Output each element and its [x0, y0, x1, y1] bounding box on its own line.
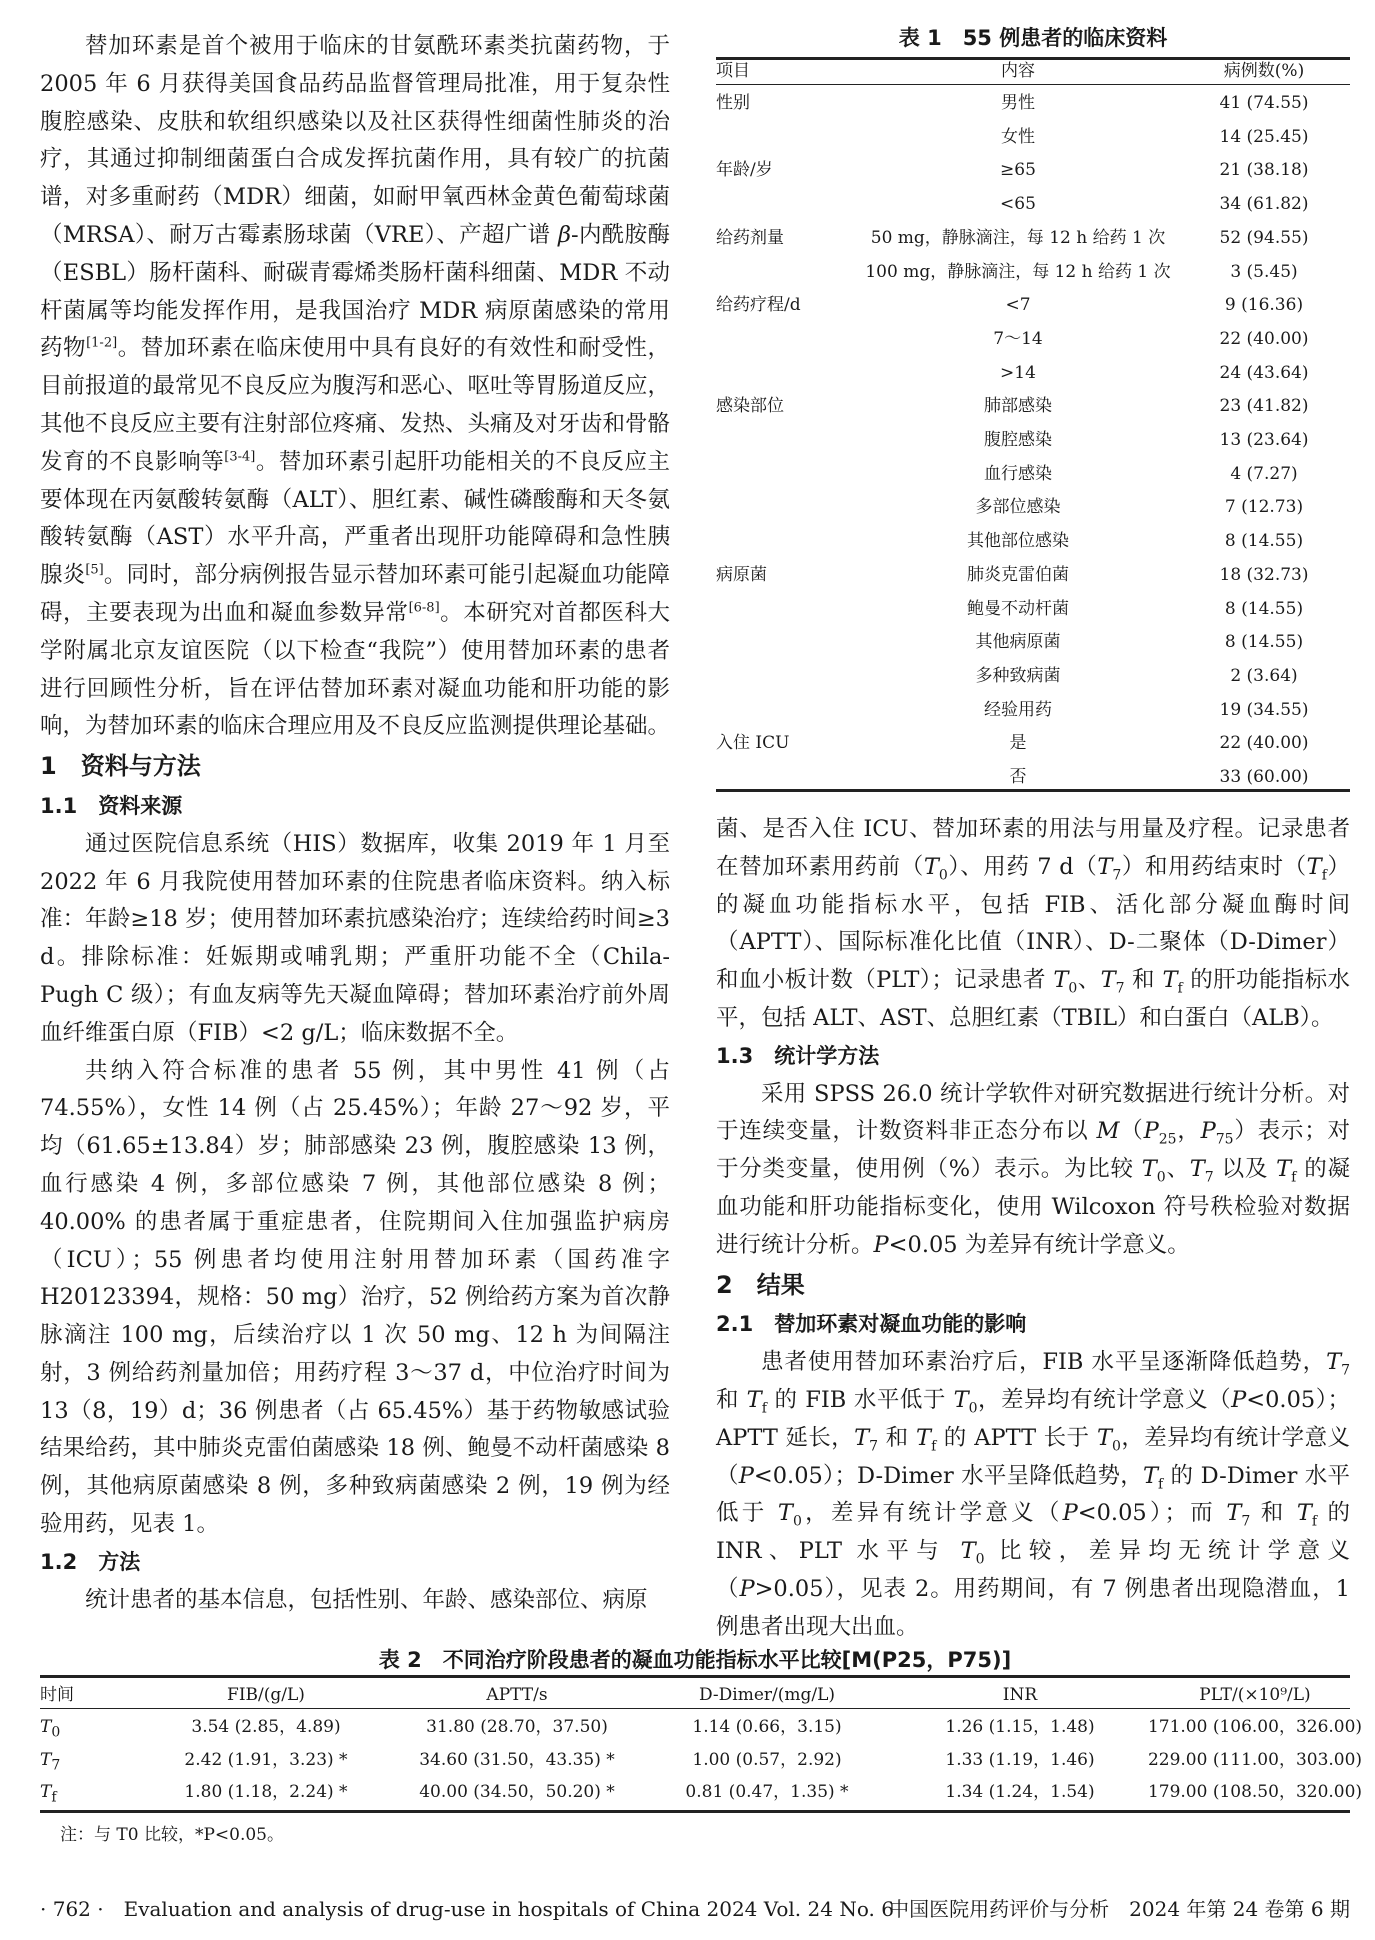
italic-symbol: T [1306, 853, 1322, 880]
subsection-heading: 2.1 替加环素对凝血功能的影响 [716, 1312, 1027, 1337]
paragraph: 采用 SPSS 26.0 统计学软件对研究数据进行统计分析。对于连续变量，计数资料非正态分布以 $M(P_{25}$，$P_{75}$）表示；对于分类变量，使用例（%）表示。为比较 $T_0$、$T_7$ 以及 $T_f$ 的凝血功能和肝功能指标变化，使用 Wilcoxon 符号秩检验对数据进行统计分析。P<0.05 为差异有统计学意义。 [716, 1080, 1350, 1258]
table1-cell: 其他部位感染 [967, 531, 1069, 552]
italic-symbol: T [854, 1424, 870, 1451]
subscript: f [1321, 867, 1327, 884]
subscript: 25 [1158, 1131, 1177, 1148]
table1-cell: 4 (7.27) [1230, 463, 1298, 484]
table1-cell: 病原菌 [716, 564, 767, 585]
italic-symbol: P [1143, 1118, 1159, 1145]
right-column [716, 811, 1350, 1647]
table2-cell: 34.60 (31.50，43.35) * [419, 1749, 615, 1770]
table1-cell: 腹腔感染 [984, 430, 1052, 450]
section-heading: 2 结果 [716, 1270, 805, 1299]
table2-cell: 179.00 (108.50，320.00) [1147, 1782, 1363, 1802]
table1-cell: 给药剂量 [716, 227, 784, 248]
italic-symbol: T [40, 1749, 52, 1770]
subscript: f [931, 1438, 937, 1455]
subscript: 7 [1115, 980, 1125, 997]
table2-cell: 3.54 (2.85，4.89) [191, 1717, 341, 1737]
table1-cell: 41 (74.55) [1219, 93, 1309, 113]
table1-cell: 是 [1009, 733, 1027, 754]
citation: [5] [85, 562, 104, 578]
paragraph: 统计患者的基本信息，包括性别、年龄、感染部位、病原 [85, 1586, 648, 1613]
table1-cell: 肺部感染 [984, 396, 1052, 417]
table1-cell: 24 (43.64) [1219, 362, 1309, 383]
table1-cell: ≥65 [1000, 160, 1036, 181]
table1-cell: 9 (16.36) [1224, 295, 1304, 316]
table2-header: 时间 [40, 1685, 74, 1705]
table-rule [40, 1810, 1350, 1813]
italic-symbol: M [1096, 1118, 1120, 1145]
table1-cell: 50 mg，静脉滴注，每 12 h 给药 1 次 [870, 227, 1166, 248]
table2-cell: 1.26 (1.15，1.48) [945, 1717, 1095, 1737]
subscript: f [1177, 980, 1183, 997]
table1-header: 病例数(%) [1223, 61, 1305, 81]
subscript: 7 [1341, 1362, 1350, 1379]
italic-symbol: T [953, 1386, 969, 1413]
table2-cell: 1.80 (1.18，2.24) * [184, 1782, 348, 1802]
table1-cell: 18 (32.73) [1219, 564, 1309, 585]
table2-note: 注：与 T0 比较，*P<0.05。 [60, 1825, 284, 1845]
table2-cell: 0.81 (0.47，1.35) * [685, 1782, 849, 1802]
subscript: 7 [51, 1756, 61, 1773]
table1-cell: 鲍曼不动杆菌 [967, 598, 1069, 619]
subscript: 0 [51, 1724, 61, 1741]
citation: [3-4] [224, 449, 256, 465]
table2-title: 表 2 不同治疗阶段患者的凝血功能指标水平比较[M(P25，P75)] [378, 1648, 1012, 1672]
table1-cell: <65 [1000, 194, 1036, 215]
table1-cell: 给药疗程/d [716, 295, 801, 316]
table1-cell: 年龄/岁 [716, 160, 773, 181]
paragraph: 菌、是否入住 ICU、替加环素的用法与用量及疗程。记录患者在替加环素用药前$(T_0)$、用药 7 $d(T_7)$和用药结束时$(T_f)$的凝血功能指标水平，包括 FIB、活化部分凝血酶时间（APTT）、国际标准化比值（INR）、D-二聚体（D-Dimer）和血小板计数（PLT）；记录患者 $T_0$、$T_7$ 和 $T_f$ 的肝功能指标水平，包括 ALT、AST、总胆红素（TBIL）和白蛋白（ALB）。 [716, 816, 1350, 1031]
table1-cell: 7～14 [993, 328, 1043, 349]
italic-symbol: T [1276, 1156, 1292, 1183]
table2-header: PLT/(×10⁹/L) [1199, 1685, 1311, 1705]
italic-symbol: T [1226, 1500, 1242, 1527]
table2-time [40, 1716, 61, 1741]
paragraph: 替加环素是首个被用于临床的甘氨酰环素类抗菌药物，于 2005 年 6 月获得美国食品药品监督管理局批准，用于复杂性腹腔感染、皮肤和软组织感染以及社区获得性细菌性肺炎的治疗，其通过抑制细菌蛋白合成发挥抗菌作用，具有较广的抗菌谱，对多重耐药（MDR）细菌，如耐甲氧西林金黄色葡萄球菌（MRSA）、耐万古霉素肠球菌（VRE）、产超广谱 β-内酰胺酶（ESBL）肠杆菌科、耐碳青霉烯类肠杆菌科细菌、MDR 不动杆菌属等均能发挥作用，是我国治疗 MDR 病原菌感染的常用药物[1-2]。替加环素在临床使用中具有良好的有效性和耐受性，目前报道的最常见不良反应为腹泻和恶心、呕吐等胃肠道反应，其他不良反应主要有注射部位疼痛、发热、头痛及对牙齿和骨骼发育的不良影响等[3-4]。替加环素引起肝功能相关的不良反应主要体现在丙氨酸转氨酶（ALT）、胆红素、碱性磷酸酶和天冬氨酸转氨酶（AST）水平升高，严重者出现肝功能障碍和急性胰腺炎[5]。同时，部分病例报告显示替加环素可能引起凝血功能障碍，主要表现为出血和凝血参数异常[6-8]。本研究对首都医科大学附属北京友谊医院（以下检查“我院”）使用替加环素的患者进行回顾性分析，旨在评估替加环素对凝血功能和肝功能的影响，为替加环素的临床合理应用及不良反应监测提供理论基础。 [40, 33, 671, 740]
table2-cell: 171.00 (106.00，326.00) [1147, 1717, 1363, 1737]
subsection-heading: 1.2 方法 [40, 1549, 141, 1574]
subscript: f [761, 1400, 767, 1417]
table1-cell: 2 (3.64) [1230, 665, 1298, 686]
table1-cell: 21 (38.18) [1219, 160, 1309, 181]
table1-header: 项目 [716, 61, 750, 81]
table2-cell: 31.80 (28.70，37.50) [426, 1717, 608, 1737]
table1-cell: 14 (25.45) [1219, 126, 1309, 147]
table1-cell: 19 (34.55) [1219, 699, 1309, 720]
left-column [40, 28, 670, 1619]
subscript: 0 [968, 1400, 978, 1417]
subscript: 0 [792, 1513, 802, 1530]
italic-symbol: T [1326, 1349, 1342, 1376]
italic-symbol: P [739, 1575, 755, 1602]
subscript: f [1291, 1169, 1297, 1186]
italic-symbol: T [40, 1717, 52, 1737]
table-rule [716, 84, 1350, 85]
table2-cell: 1.00 (0.57，2.92) [692, 1749, 842, 1770]
table2-cell: 1.34 (1.24，1.54) [945, 1782, 1095, 1802]
table1-cell: 8 (14.55) [1224, 531, 1304, 552]
table1-cell: 多种致病菌 [975, 665, 1061, 686]
table1-cell: 血行感染 [984, 463, 1052, 484]
italic-symbol: T [1100, 967, 1116, 994]
table1-cell: 8 (14.55) [1224, 598, 1304, 619]
italic-symbol: P [1200, 1118, 1216, 1145]
subscript: 0 [1068, 980, 1078, 997]
table1-title: 表 1 55 例患者的临床资料 [898, 26, 1168, 50]
italic-symbol: T [1296, 1500, 1312, 1527]
subscript: 7 [1204, 1169, 1214, 1186]
subscript: 7 [869, 1438, 879, 1455]
table2-cell: 2.42 (1.91，3.23) * [184, 1749, 348, 1770]
italic-symbol: T [40, 1782, 52, 1802]
table2-cell: 229.00 (111.00，303.00) [1147, 1749, 1363, 1770]
italic-symbol: T [1189, 1156, 1205, 1183]
footer-right: 中国医院用药评价与分析 2024 年第 24 卷第 6 期 [889, 1897, 1350, 1921]
subscript: f [1311, 1513, 1318, 1530]
subscript: 75 [1215, 1131, 1234, 1148]
subscript: 7 [1241, 1513, 1251, 1530]
table-rule [40, 1708, 1350, 1709]
table1-cell: 否 [1009, 767, 1027, 787]
subscript: 0 [938, 867, 948, 884]
table2-cell: 1.14 (0.66，3.15) [692, 1717, 842, 1737]
section-heading: 1 资料与方法 [40, 752, 201, 781]
table2-cell: 1.33 (1.19，1.46) [945, 1749, 1095, 1770]
italic-symbol: P [738, 1462, 754, 1489]
table1-cell: 入住 ICU [716, 733, 790, 754]
table2-cell: 40.00 (34.50，50.20) * [419, 1782, 615, 1802]
italic-symbol: P [1231, 1386, 1247, 1413]
citation: [6-8] [408, 600, 440, 616]
table2-header: D-Dimer/(mg/L) [698, 1685, 836, 1705]
table1-cell: 性别 [716, 93, 750, 113]
table1-cell: 33 (60.00) [1219, 767, 1309, 787]
table-rule [716, 789, 1350, 792]
italic-symbol: T [1141, 1156, 1157, 1183]
citation: [1-2] [86, 335, 118, 351]
table1-cell: 22 (40.00) [1219, 733, 1309, 754]
subscript: 0 [1156, 1169, 1166, 1186]
subsection-heading: 1.3 统计学方法 [716, 1043, 880, 1068]
table2-header: FIB/(g/L) [227, 1685, 305, 1705]
italic-symbol: T [1053, 967, 1069, 994]
table2-time [40, 1781, 57, 1806]
table1-cell: <7 [1005, 295, 1031, 316]
table1-cell: 男性 [1001, 93, 1035, 113]
italic-symbol: T [1097, 1424, 1113, 1451]
table1-cell: >14 [1000, 362, 1036, 383]
table1-cell: 13 (23.64) [1219, 430, 1309, 450]
italic-symbol: T [746, 1386, 762, 1413]
paragraph: 共纳入符合标准的患者 55 例，其中男性 41 例（占 74.55%），女性 14 例（占 25.45%）；年龄 27～92 岁，平均（61.65±13.84）岁；肺部感染 23 例，腹腔感染 13 例，血行感染 4 例，多部位感染 7 例，其他部位感染 8 例；40.00% 的患者属于重症患者，住院期间入住加强监护病房（ICU）；55 例患者均使用注射用替加环素（国药准字 H20123394，规格：50 mg）治疗，52 例给药方案为首次静脉滴注 100 mg，后续治疗以 1 次 50 mg、12 h 为间隔注射，3 例给药剂量加倍；用药疗程 3～37 d，中位治疗时间为 13（8，19）d；36 例患者（占 65.45%）基于药物敏感试验结果给药，其中肺炎克雷伯菌感染 18 例、鲍曼不动杆菌感染 8 例，其他病原菌感染 8 例，多种致病菌感染 2 例，19 例为经验用药，见表 1。 [40, 1057, 670, 1538]
table1-cell: 52 (94.55) [1219, 227, 1309, 248]
table1-cell: 23 (41.82) [1219, 396, 1309, 417]
italic-symbol: T [1097, 853, 1113, 880]
table1-cell: 肺炎克雷伯菌 [967, 564, 1069, 585]
footer-left: · 762 · Evaluation and analysis of drug-use in hospitals of China 2024 Vol. 24 No. 6 [40, 1897, 894, 1921]
table1-header: 内容 [1001, 61, 1035, 81]
italic-symbol: T [923, 853, 939, 880]
italic-symbol: T [960, 1538, 976, 1565]
subscript: 0 [1112, 1438, 1121, 1455]
italic-symbol: T [916, 1424, 932, 1451]
subscript: f [51, 1789, 57, 1806]
italic-symbol: P [873, 1231, 889, 1258]
subscript: 7 [1112, 867, 1122, 884]
subscript: f [1157, 1476, 1164, 1493]
table1-cell: 34 (61.82) [1219, 194, 1309, 215]
subscript: 0 [975, 1551, 985, 1568]
table1-cell: 22 (40.00) [1219, 328, 1309, 349]
subsection-heading: 1.1 资料来源 [40, 793, 183, 818]
italic-symbol: P [1062, 1500, 1078, 1527]
italic-symbol: β [558, 221, 572, 248]
table1-cell: 感染部位 [716, 396, 784, 417]
table2-header: APTT/s [486, 1685, 548, 1705]
table1-cell: 7 (12.73) [1224, 497, 1304, 518]
table1-cell: 8 (14.55) [1224, 632, 1304, 653]
table1-cell: 3 (5.45) [1230, 261, 1298, 282]
paragraph: 患者使用替加环素治疗后，FIB 水平呈逐渐降低趋势，$T_7$ 和 $T_f$ 的 FIB 水平低于 $T_0$，差异均有统计学意义（P<0.05）；APTT 延长，$T_7$ 和 $T_f$ 的 APTT 长于 $T_0$，差异均有统计学意义（P<0.05）；D-Dimer 水平呈降低趋势，$T_f$ 的 D-Dimer 水平低于 $T_0$，差异有统计学意义（P<0.05）；而 $T_7$ 和 $T_f$ 的 INR、PLT 水平与 $T_0$ 比较，差异均无统计学意义（P>0.05），见表 2。用药期间，有 7 例患者出现隐潜血，1 例患者出现大出血。 [716, 1349, 1350, 1640]
table1-cell: 多部位感染 [975, 497, 1061, 518]
italic-symbol: T [777, 1500, 793, 1527]
table-rule [40, 1675, 1350, 1678]
table1-cell: 女性 [1001, 126, 1035, 147]
table2-time [40, 1749, 60, 1771]
table1-cell: 100 mg，静脉滴注，每 12 h 给药 1 次 [865, 261, 1171, 282]
italic-symbol: T [1162, 967, 1178, 994]
table1-cell: 经验用药 [984, 699, 1052, 720]
italic-symbol: T [1142, 1462, 1158, 1489]
table2-header: INR [1002, 1685, 1038, 1705]
paragraph: 通过医院信息系统（HIS）数据库，收集 2019 年 1 月至 2022 年 6 月我院使用替加环素的住院患者临床资料。纳入标准：年龄≥18 岁；使用替加环素抗感染治疗；连续给药时间≥3 d。排除标准：妊娠期或哺乳期；严重肝功能不全（Chila-Pugh C 级）；有血友病等先天凝血障碍；替加环素治疗前外周血纤维蛋白原（FIB）<2 g/L；临床数据不全。 [40, 830, 670, 1046]
table1-cell: 其他病原菌 [975, 632, 1061, 653]
